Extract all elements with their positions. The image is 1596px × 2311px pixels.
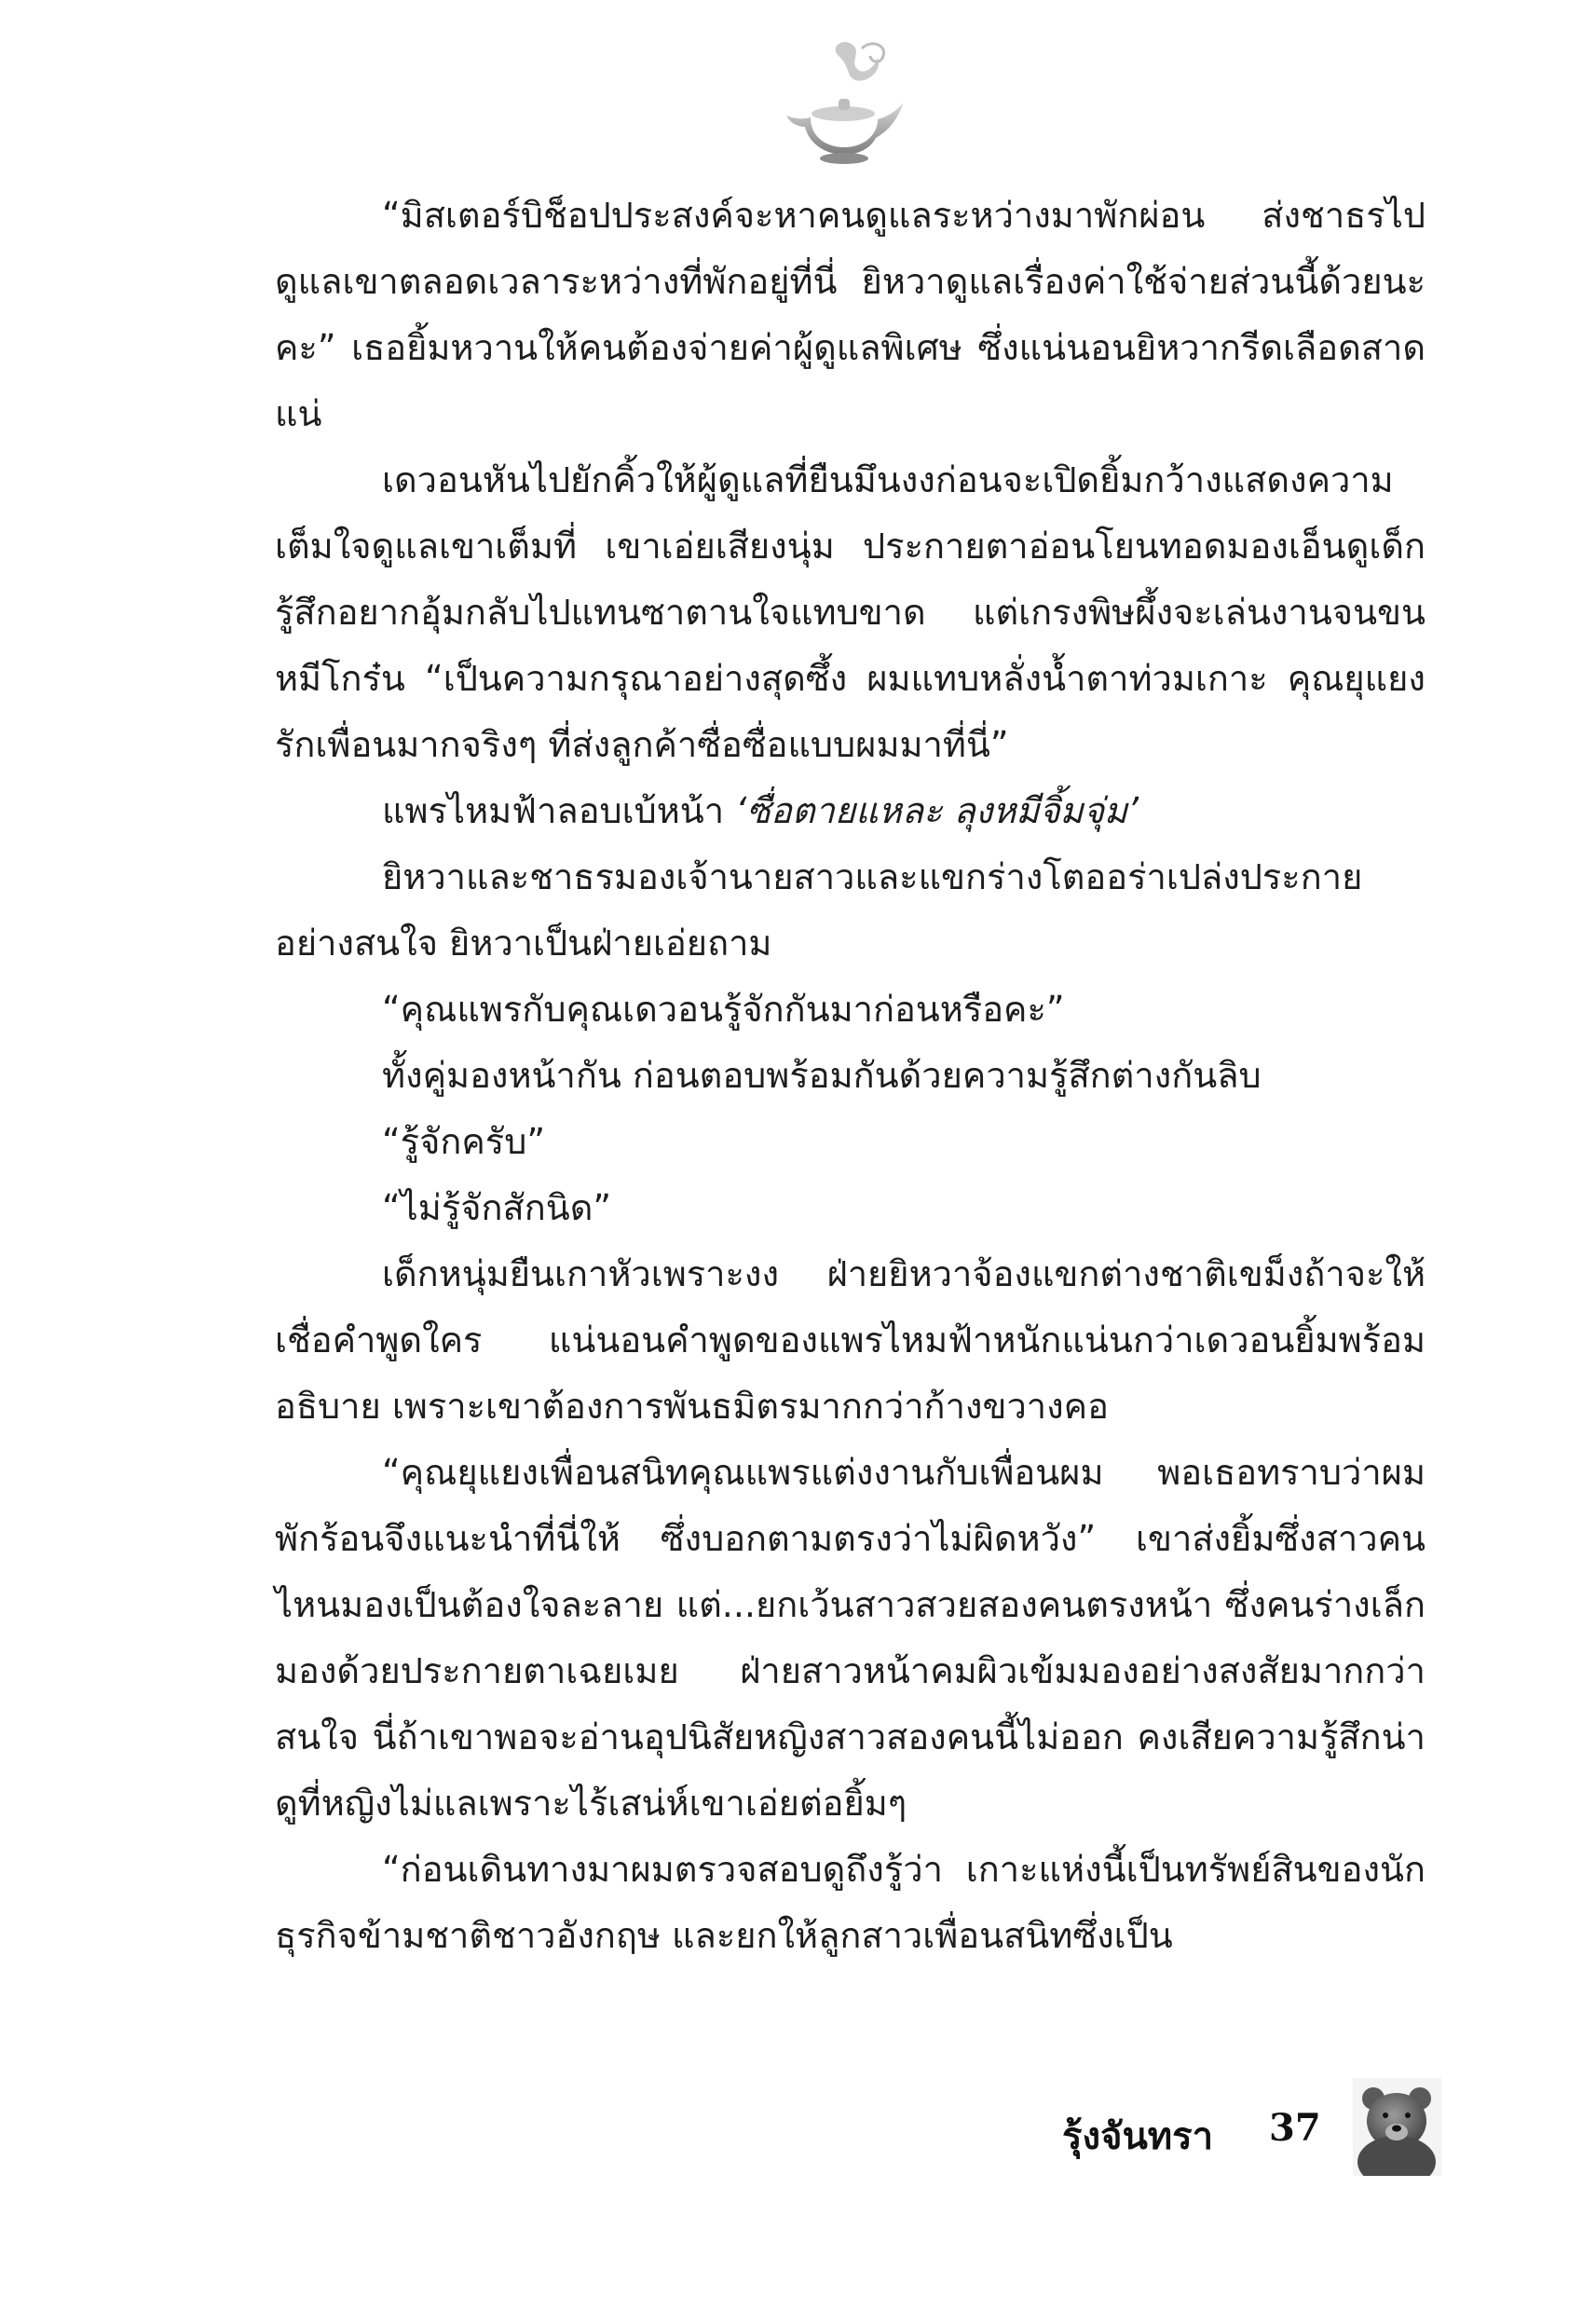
paragraph-text: แพรไหมฟ้าลอบเบ้หน้า bbox=[382, 790, 736, 831]
body-text bbox=[275, 183, 1425, 1969]
paragraph: เด็กหนุ่มยืนเกาหัวเพราะงง ฝ่ายยิหวาจ้องแขกต่างชาติเขม็งถ้าจะให้เชื่อคำพูดใคร แน่นอนคำพูดของแพรไหมฟ้าหนักแน่นกว่าเดวอนยิ้มพร้อมอธิบาย เพราะเขาต้องการพันธมิตรมากกว่าก้างขวางคอ bbox=[275, 1253, 1425, 1427]
paragraph: “ไม่รู้จักสักนิด” bbox=[382, 1187, 612, 1228]
genie-lamp-icon bbox=[773, 37, 913, 177]
page-number: 37 bbox=[1269, 2106, 1321, 2150]
paragraph: “มิสเตอร์บิช็อปประสงค์จะหาคนดูแลระหว่างมาพักผ่อน ส่งชาธรไปดูแลเขาตลอดเวลาระหว่างที่พักอยู่ที่นี่ ยิหวาดูแลเรื่องค่าใช้จ่ายส่วนนี้ด้วยนะคะ” เธอยิ้มหวานให้คนต้องจ่ายค่าผู้ดูแลพิเศษ ซึ่งแน่นอนยิหวากรีดเลือดสาดแน่ bbox=[275, 195, 1425, 434]
paragraph: “ก่อนเดินทางมาผมตรวจสอบดูถึงรู้ว่า เกาะแห่งนี้เป็นทรัพย์สินของนักธุรกิจข้ามชาติชาวอังกฤษ และยกให้ลูกสาวเพื่อนสนิทซึ่งเป็น bbox=[275, 1849, 1425, 1956]
page-footer bbox=[1062, 2078, 1453, 2181]
paragraph: “คุณแพรกับคุณเดวอนรู้จักกันมาก่อนหรือคะ” bbox=[382, 989, 1065, 1030]
paragraph bbox=[275, 778, 1425, 844]
paragraph: เดวอนหันไปยักคิ้วให้ผู้ดูแลที่ยืนมึนงงก่อนจะเปิดยิ้มกว้างแสดงความเต็มใจดูแลเขาเต็มที่ เขาเอ่ยเสียงนุ่ม ประกายตาอ่อนโยนทอดมองเอ็นดูเด็ก รู้สึกอยากอุ้มกลับไปแทนซาตานใจแทบขาด แต่เกรงพิษผึ้งจะเล่นงานจนขนหมีโกร๋น “เป็นความกรุณาอย่างสุดซึ้ง ผมแทบหลั่งน้ำตาท่วมเกาะ คุณยุแยงรักเพื่อนมากจริงๆ ที่ส่งลูกค้าซื่อซื่อแบบผมมาที่นี่” bbox=[275, 459, 1425, 765]
paragraph: ยิหวาและชาธรมองเจ้านายสาวและแขกร่างโตออร่าเปล่งประกายอย่างสนใจ ยิหวาเป็นฝ่ายเอ่ยถาม bbox=[275, 856, 1363, 964]
paragraph: “รู้จักครับ” bbox=[382, 1121, 546, 1162]
paragraph: ทั้งคู่มองหน้ากัน ก่อนตอบพร้อมกันด้วยความรู้สึกต่างกันลิบ bbox=[382, 1055, 1262, 1096]
bear-icon bbox=[1353, 2078, 1441, 2176]
paragraph: “คุณยุแยงเพื่อนสนิทคุณแพรแต่งงานกับเพื่อนผม พอเธอทราบว่าผมพักร้อนจึงแนะนำที่นี่ให้ ซึ่งบอกตามตรงว่าไม่ผิดหวัง” เขาส่งยิ้มซึ่งสาวคนไหนมองเป็นต้องใจละลาย แต่...ยกเว้นสาวสวยสองคนตรงหน้า ซึ่งคนร่างเล็กมองด้วยประกายตาเฉยเมย ฝ่ายสาวหน้าคมผิวเข้มมองอย่างสงสัยมากกว่าสนใจ นี่ถ้าเขาพอจะอ่านอุปนิสัยหญิงสาวสองคนนี้ไม่ออก คงเสียความรู้สึกน่าดูที่หญิงไม่แลเพราะไร้เสน่ห์เขาเอ่ยต่อยิ้มๆ bbox=[275, 1452, 1425, 1824]
book-title: รุ้งจันทรา bbox=[1062, 2114, 1214, 2158]
italic-thought: ‘ซื่อตายแหละ ลุงหมีจิ้มจุ่ม’ bbox=[735, 790, 1139, 831]
